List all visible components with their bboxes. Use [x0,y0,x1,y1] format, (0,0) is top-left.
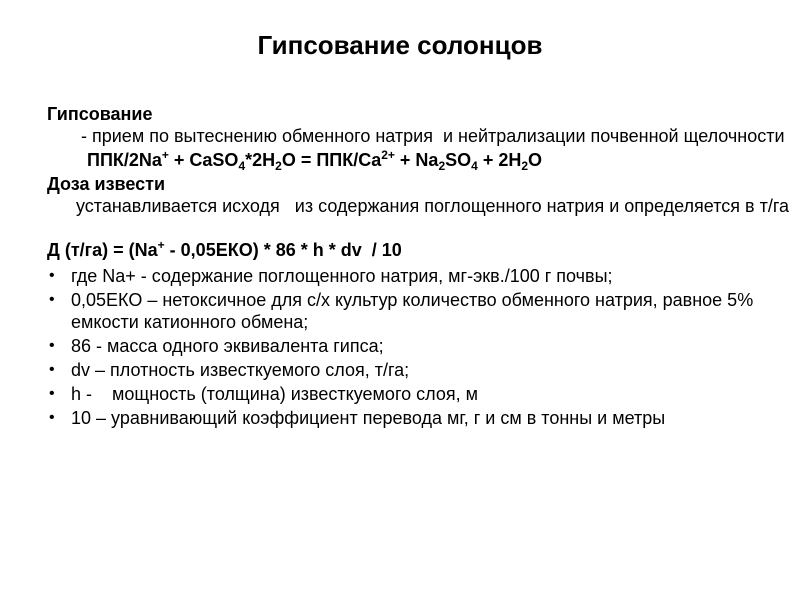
list-item [47,265,767,287]
eq-part: SO [445,150,472,170]
bullet-icon: • [49,337,55,354]
list-item [47,359,767,381]
spacer [47,217,767,237]
formula-right: - 0,05ЕКО) * 86 * h * dv / 10 [164,240,402,260]
dose-paragraph [47,173,789,217]
bullet-icon: • [49,267,55,284]
list-item [47,383,767,405]
reaction-equation [47,147,767,173]
list-item-text: 10 – уравнивающий коэффициент перевода мг, г и см в тонны и метры [71,408,666,428]
eq-sub: 4 [471,159,478,173]
list-item-text: h - мощность (толщина) известкуемого слоя, м [71,384,478,404]
bullet-icon: • [49,409,55,426]
list-item [47,289,767,333]
eq-part: *2H [245,150,276,170]
bullet-list [47,265,767,429]
eq-sup: + [161,148,169,162]
dose-formula [47,237,767,263]
slide-body [47,103,789,429]
formula-sup: + [157,238,165,252]
dose-term: Доза извести [47,174,166,194]
list-item-text: 86 - масса одного эквивалента гипса; [71,336,384,356]
definition-paragraph [47,103,785,147]
list-item [47,335,767,357]
list-item-text: dv – плотность известкуемого слоя, т/га; [71,360,410,380]
eq-part: + CaSO [168,150,239,170]
list-item [47,407,767,429]
bullet-icon: • [49,361,55,378]
dose-text: устанавливается исходя из содержания поглощенного натрия и определяется в т/га [71,196,789,216]
eq-sub: 2 [275,159,282,173]
eq-part: + Na [394,150,439,170]
eq-sub: 2 [521,159,529,173]
eq-part: + 2H [477,150,522,170]
eq-part: ППК/2Na [87,150,162,170]
list-item-text: 0,05ЕКО – нетоксичное для с/х культур количество обменного натрия, равное 5% емкости катионного обмена; [71,290,754,332]
definition-term: Гипсование [47,104,153,124]
page-title: Гипсование солонцов [257,30,543,60]
eq-sub: 2 [438,159,446,173]
eq-part: O = ППК/Ca [281,150,382,170]
eq-part: O [528,150,543,170]
bullet-icon: • [49,385,55,402]
list-item-text: где Na+ - содержание поглощенного натрия, мг-экв./100 г почвы; [71,266,613,286]
formula-left: Д (т/га) = (Na [47,240,158,260]
bullet-icon: • [49,291,55,308]
eq-sub: 4 [238,159,246,173]
definition-text: - прием по вытеснению обменного натрия и нейтрализации почвенной щелочности [71,126,785,146]
eq-sup: 2+ [381,148,395,162]
